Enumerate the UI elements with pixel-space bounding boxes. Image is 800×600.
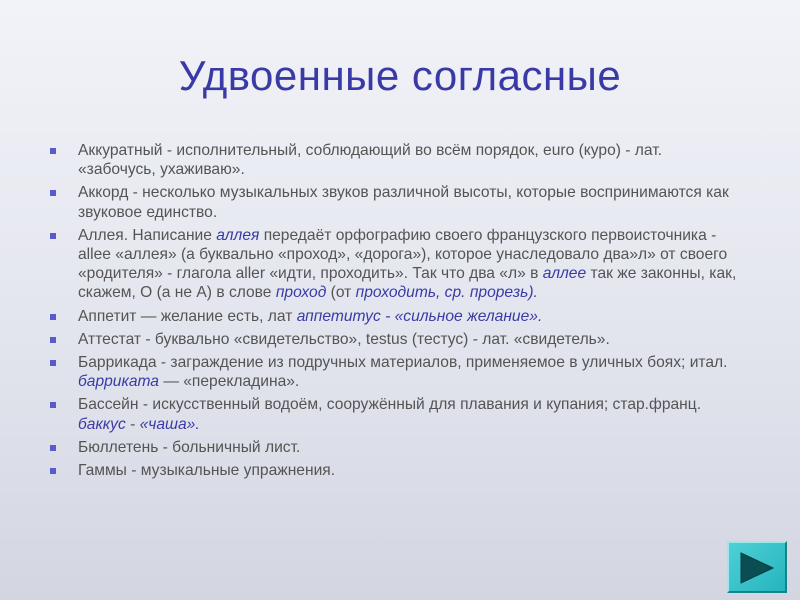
- item-text: Баррикада - заграждение из подручных материалов, применяемое в уличных боях; итал.: [78, 354, 728, 372]
- item-italic-text: аллее: [542, 265, 587, 283]
- term-list: [44, 141, 744, 484]
- list-item: [44, 353, 744, 391]
- item-italic-text: аллея: [216, 226, 260, 244]
- item-text: (от: [326, 284, 356, 302]
- item-italic-text: аппетитус - «сильное желание».: [296, 307, 543, 325]
- bullet-icon: [50, 402, 56, 408]
- bullet-icon: [50, 445, 56, 451]
- bullet-icon: [50, 468, 56, 474]
- list-item: [44, 226, 744, 303]
- item-text: Бассейн - искусственный водоём, сооружённый для плавания и купания; стар.франц.: [78, 396, 702, 414]
- list-item: [44, 395, 744, 433]
- item-text: Аллея. Написание: [78, 226, 217, 244]
- item-italic-text: проход: [275, 284, 327, 302]
- list-item: [44, 438, 744, 457]
- item-text: Бюллетень - больничный лист.: [78, 438, 301, 456]
- bullet-icon: [50, 314, 56, 320]
- slide-title: Удвоенные согласные: [178, 52, 622, 99]
- item-text: Аккорд - несколько музыкальных звуков различной высоты, которые воспринимаются как звуковое единство.: [78, 184, 729, 221]
- item-italic-text: «чаша».: [139, 415, 200, 433]
- item-italic-text: проходить, ср. прорезь).: [355, 284, 538, 302]
- item-text: передаёт орфографию своего французского первоисточника - allee «аллея» (а буквально «проход», «дорога»), которое унаследовало два»л» от своего «родителя» - глагола aller «идти, проходить». Так что два «л» в: [78, 226, 728, 283]
- item-text: так же законны, как, скажем, О (а не А) в слове: [78, 265, 737, 302]
- bullet-icon: [50, 360, 56, 366]
- list-item: [44, 141, 744, 179]
- list-item: [44, 183, 744, 221]
- bullet-icon: [50, 190, 56, 196]
- next-slide-button[interactable]: [727, 541, 787, 593]
- item-italic-text: барриката: [78, 373, 159, 391]
- item-text: — «перекладина».: [158, 373, 300, 391]
- list-item: [44, 307, 744, 326]
- item-text: Гаммы - музыкальные упражнения.: [78, 462, 336, 480]
- bullet-icon: [50, 148, 56, 154]
- list-item: [44, 330, 744, 349]
- item-text: -: [125, 415, 140, 433]
- item-italic-text: баккус: [78, 415, 126, 433]
- bullet-icon: [50, 337, 56, 343]
- item-text: Аппетит — желание есть, лат: [78, 307, 297, 325]
- bullet-icon: [50, 233, 56, 239]
- play-triangle-icon: [739, 551, 775, 585]
- item-text: Аттестат - буквально «свидетельство», testus (тестус) - лат. «свидетель».: [78, 330, 610, 348]
- list-item: [44, 461, 744, 480]
- item-text: Аккуратный - исполнительный, соблюдающий во всём порядок, euro (куро) - лат. «забочусь, ухаживаю».: [78, 142, 662, 179]
